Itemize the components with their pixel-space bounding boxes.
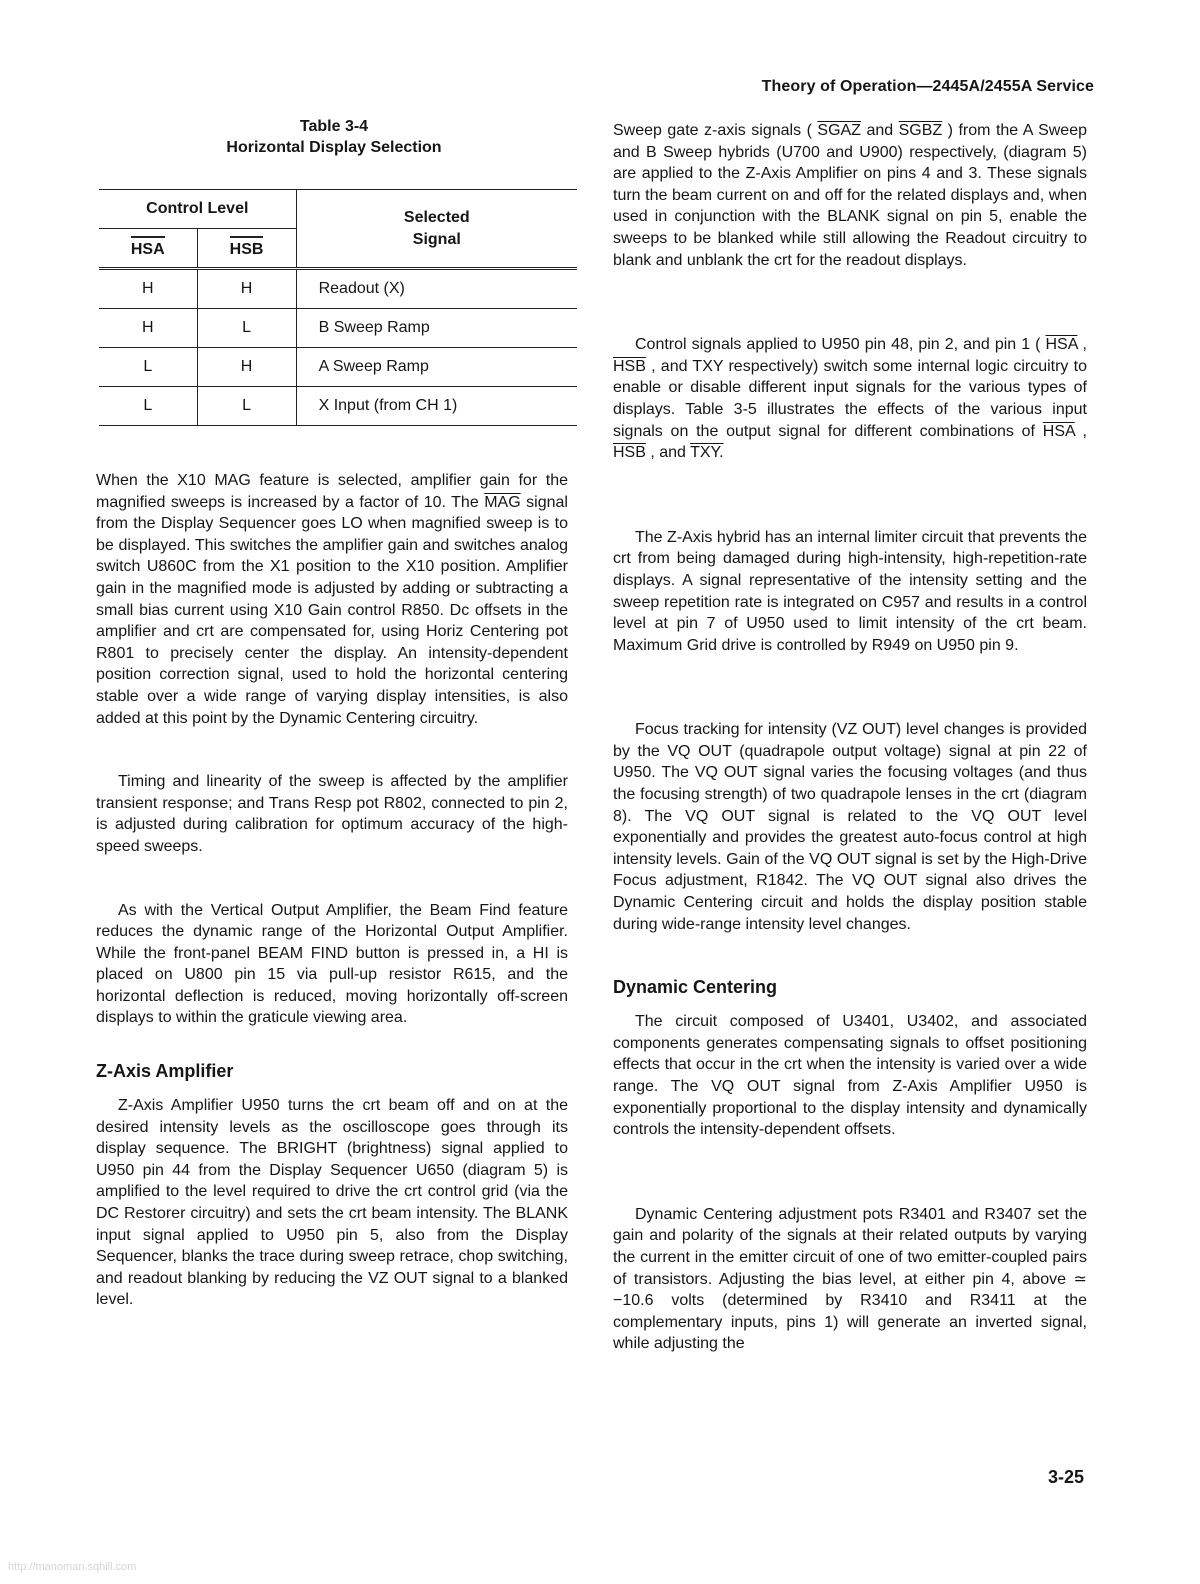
paragraph-z-axis-amplifier: Z-Axis Amplifier U950 turns the crt beam off and on at the desired intensity levels as the oscilloscope goes through its display sequence. The BRIGHT (brightness) signal applied to U950 pin 44 from the Display Sequencer U650 (diagram 5) is amplified to the level required to drive the crt control grid (via the DC Restorer circuitry) and sets the crt beam intensity. The BLANK input signal applied to U950 pin 5, also from the Display Sequencer, blanks the trace during sweep retrace, chop switching, and readout blanking by reducing the VZ OUT signal to a blanked level.	[96, 1097, 568, 1309]
paragraph-timing-linearity: Timing and linearity of the sweep is affected by the amplifier transient response; and Trans Resp pot R802, connected to pin 2, is adjusted during calibration for optimum accuracy of the high-speed sweeps.	[96, 773, 568, 855]
right-column	[613, 120, 1087, 1355]
hsb-cell: L	[197, 387, 296, 426]
hsa-cell: H	[99, 269, 197, 309]
paragraph-control-signals	[613, 334, 1087, 464]
mag-signal: $\overline{MAG}$	[484, 493, 521, 511]
watermark: http://manoman.sqhill.com	[8, 1561, 137, 1573]
signal-cell: Readout (X)	[296, 269, 577, 309]
selected-signal-header	[296, 190, 577, 269]
x10-mag-text-a: When the X10 MAG feature is selected, amplifier gain for the magnified sweeps is increased by a factor of 10. The	[96, 472, 568, 511]
control-signals-text-b: ,	[1082, 336, 1087, 354]
paragraph-limiter: The Z-Axis hybrid has an internal limiter circuit that prevents the crt from being damaged during high-intensity, high-repetition-rate displays. A signal representative of the intensity setting and the sweep repetition rate is integrated on C957 and results in a control level at pin 7 of U950 used to limit intensity of the crt beam. Maximum Grid drive is controlled by R949 on U950 pin 9.	[613, 528, 1087, 654]
signal-cell: B Sweep Ramp	[296, 309, 577, 348]
table-caption	[96, 116, 572, 158]
sweep-gate-text-a: Sweep gate z-axis signals (	[613, 122, 812, 139]
heading-dynamic-centering: Dynamic Centering	[613, 977, 778, 998]
x10-mag-text-b: signal from the Display Sequencer goes LO when magnified sweep is to be displayed. This switches the amplifier gain and switches analog switch U860C from the X1 position to the X10 position. Amplifier gain in the magnified mode is adjusted by adding or subtracting a small bias current using X10 Gain control R850. Dc offsets in the amplifier and crt are compensated for, using Horiz Centering pot R801 to precisely center the display. An intensity-dependent position correction signal, used to hold the horizontal centering stable over a wide range of varying display intensities, is also added at this point by the Dynamic Centering circuitry.	[96, 493, 568, 727]
hsa-header-label: HSA	[131, 236, 165, 259]
table-row	[99, 309, 577, 348]
hsb-cell: L	[197, 309, 296, 348]
hsa-cell: L	[99, 348, 197, 387]
table-row	[99, 348, 577, 387]
hsb-signal: $\overline{HSB}$	[613, 444, 646, 462]
horizontal-display-selection-table	[99, 189, 577, 426]
hsb-cell: H	[197, 269, 296, 309]
sgbz-signal: SGBZ	[898, 122, 943, 139]
control-signals-text-d: ,	[1082, 422, 1087, 440]
paragraph-dynamic-centering-adjust: Dynamic Centering adjustment pots R3401 and R3407 set the gain and polarity of the signals at their related outputs by varying the current in the emitter circuit of one of two emitter-coupled pairs of transistors. Adjusting the bias level, at either pin 4, above ≃ −10.6 volts (determined by R3410 and R3411 at the complementary inputs, pins 1) will generate an inverted signal, while adjusting the	[613, 1205, 1087, 1353]
control-signals-text-e: , and	[650, 444, 686, 462]
left-column	[96, 116, 568, 1311]
hsa-header	[99, 229, 197, 269]
table-number: Table 3-4	[299, 118, 369, 135]
running-header: Theory of Operation—2445A/2455A Service	[761, 78, 1094, 95]
paragraph-x10-mag	[96, 470, 568, 729]
hsa-signal: $\overline{HSA}$	[1045, 336, 1078, 354]
selected-header-line2: Signal	[412, 230, 461, 248]
txy-signal: TXY.	[690, 444, 724, 462]
hsb-cell: H	[197, 348, 296, 387]
selected-header-line1: Selected	[403, 208, 470, 226]
table-row	[99, 269, 577, 309]
control-signals-text-c: , and TXY respectively) switch some internal logic circuitry to enable or disable different input signals for the various types of displays. Table 3-5 illustrates the effects of the various input signals on the output signal for different combinations of	[613, 357, 1087, 440]
signal-cell: X Input (from CH 1)	[296, 387, 577, 426]
hsa-cell: H	[99, 309, 197, 348]
hsb-header	[197, 229, 296, 269]
sweep-gate-text-b: and	[866, 122, 894, 139]
sgaz-signal: SGAZ	[817, 122, 861, 139]
hsa-signal: $\overline{HSA}$	[1042, 422, 1075, 440]
hsb-header-label: HSB	[230, 236, 264, 259]
sweep-gate-text-c: ) from the A Sweep and B Sweep hybrids (U700 and U900) respectively, (diagram 5) are applied to the Z-Axis Amplifier on pins 4 and 3. These signals turn the beam current on and off for the related displays and, when used in conjunction with the BLANK signal on pin 5, enable the sweeps to be blanked while still allowing the Readout circuitry to blank and unblank the crt for the readout displays.	[613, 122, 1087, 269]
hsa-cell: L	[99, 387, 197, 426]
paragraph-sweep-gate	[613, 120, 1087, 271]
control-signals-text-a: Control signals applied to U950 pin 48, pin 2, and pin 1 (	[635, 336, 1041, 354]
signal-cell: A Sweep Ramp	[296, 348, 577, 387]
heading-z-axis-amplifier: Z-Axis Amplifier	[96, 1061, 234, 1082]
table-row	[99, 387, 577, 426]
table-title: Horizontal Display Selection	[226, 139, 442, 156]
paragraph-beam-find: As with the Vertical Output Amplifier, the Beam Find feature reduces the dynamic range of the Horizontal Output Amplifier. While the front-panel BEAM FIND button is pressed in, a HI is placed on U800 pin 15 via pull-up resistor R615, and the horizontal deflection is reduced, moving horizontally off-screen displays to within the graticule viewing area.	[96, 901, 568, 1027]
paragraph-dynamic-centering-circuit: The circuit composed of U3401, U3402, and associated components generates compensating signals to offset positioning effects that occur in the crt when the intensity is varied over a wide range. The VQ OUT signal from Z-Axis Amplifier U950 is exponentially proportional to the display intensity and dynamically controls the intensity-dependent offsets.	[613, 1013, 1087, 1139]
hsb-signal: $\overline{HSB}$	[613, 357, 646, 375]
page-number: 3-25	[1047, 1467, 1084, 1487]
control-level-header: Control Level	[99, 190, 296, 229]
paragraph-focus-tracking: Focus tracking for intensity (VZ OUT) level changes is provided by the VQ OUT (quadrapole output voltage) signal at pin 22 of U950. The VQ OUT signal varies the focusing voltages (and thus the focusing strength) of two quadrapole lenses in the crt (diagram 8). The VQ OUT signal is related to the VQ OUT level exponentially and provides the greatest auto-focus control at high intensity levels. Gain of the VQ OUT signal is set by the High-Drive Focus adjustment, R1842. The VQ OUT signal also drives the Dynamic Centering circuit and holds the display position stable during wide-range intensity level changes.	[613, 721, 1087, 933]
